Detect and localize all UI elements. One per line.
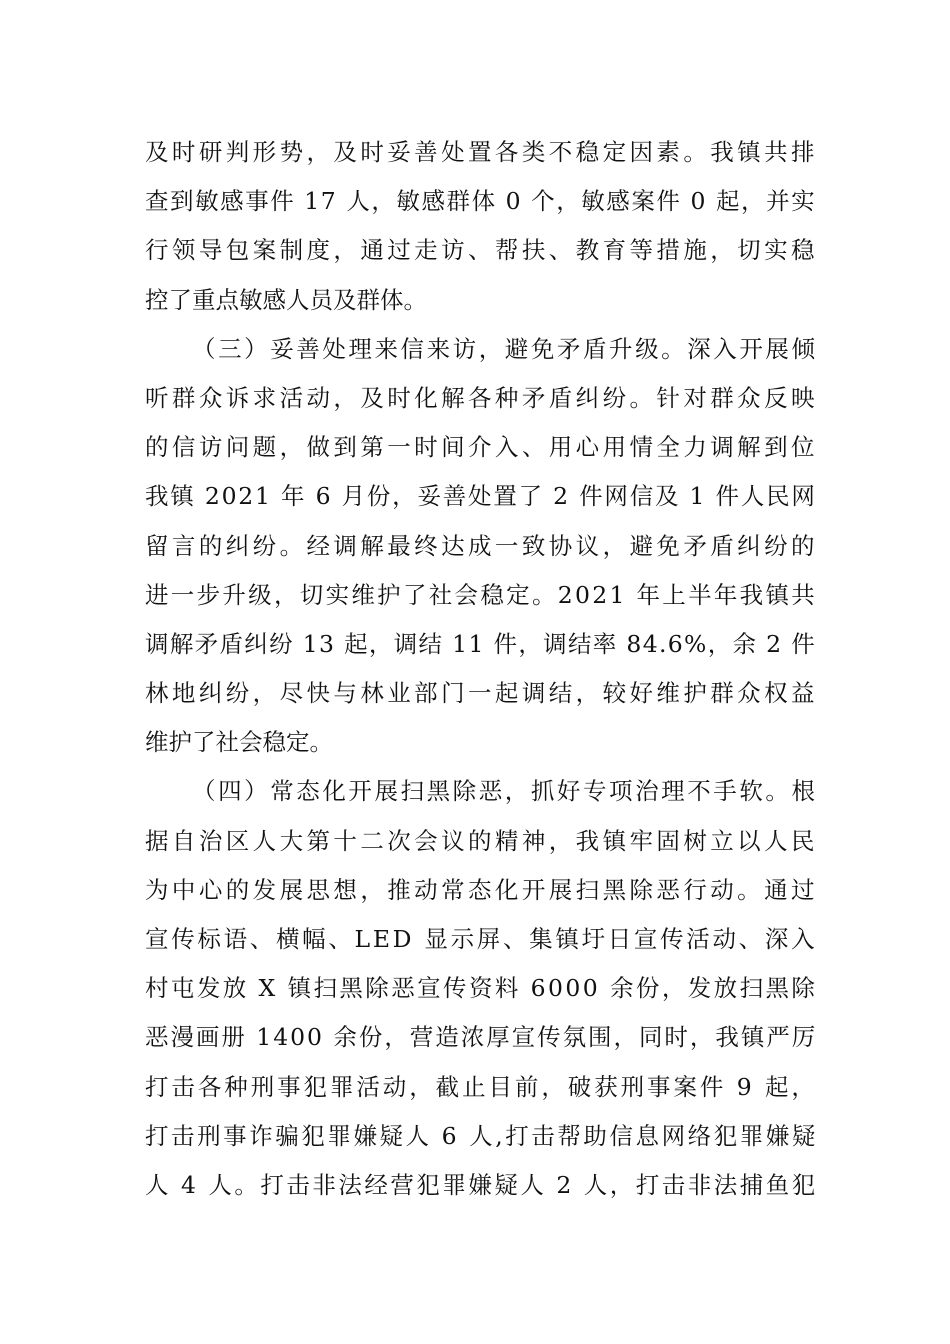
text-line	[145, 325, 818, 374]
text-line-content: 打击各种刑事犯罪活动，截止目前，破获刑事案件 9 起，	[145, 1072, 818, 1101]
text-line-content: 人 4 人。打击非法经营犯罪嫌疑人 2 人，打击非法捕鱼犯	[145, 1170, 818, 1199]
text-line	[145, 767, 818, 816]
text-line	[145, 571, 818, 620]
text-line-content: （三）妥善处理来信来访，避免矛盾升级。深入开展倾	[192, 334, 818, 363]
text-line-content: 林地纠纷，尽快与林业部门一起调结，较好维护群众权益	[145, 679, 818, 708]
text-line-content: 村屯发放 X 镇扫黑除恶宣传资料 6000 余份，发放扫黑除	[145, 974, 818, 1003]
text-line	[145, 964, 818, 1013]
text-line	[145, 522, 818, 571]
text-line	[145, 1161, 818, 1210]
text-line	[145, 1112, 818, 1161]
text-line	[145, 669, 818, 718]
text-line-content: 的信访问题，做到第一时间介入、用心用情全力调解到位	[145, 433, 818, 462]
text-line-content: 查到敏感事件 17 人，敏感群体 0 个，敏感案件 0 起，并实	[145, 187, 817, 216]
text-line-content: 打击刑事诈骗犯罪嫌疑人 6 人,打击帮助信息网络犯罪嫌疑	[145, 1121, 818, 1150]
text-line	[145, 718, 815, 767]
text-line	[145, 817, 818, 866]
text-line	[145, 620, 815, 669]
text-line	[145, 423, 818, 472]
text-line	[145, 472, 815, 521]
text-line	[145, 226, 818, 275]
text-line	[145, 177, 815, 226]
text-line-content: 听群众诉求活动，及时化解各种矛盾纠纷。针对群众反映	[145, 383, 818, 412]
text-line	[145, 866, 818, 915]
text-line	[145, 128, 818, 177]
text-line	[145, 1063, 818, 1112]
text-line-content: 控了重点敏感人员及群体。	[145, 285, 427, 314]
text-line-content: 维护了社会稳定。	[145, 728, 333, 757]
document-body	[145, 128, 818, 1210]
text-line-content: 留言的纠纷。经调解最终达成一致协议，避免矛盾纠纷的	[145, 531, 818, 560]
text-line	[145, 374, 818, 423]
text-line	[145, 276, 815, 325]
text-line	[145, 915, 818, 964]
text-line-content: 我镇 2021 年 6 月份，妥善处置了 2 件网信及 1 件人民网	[145, 482, 817, 511]
text-line-content: 及时研判形势，及时妥善处置各类不稳定因素。我镇共排	[145, 138, 818, 166]
text-line-content: 恶漫画册 1400 余份，营造浓厚宣传氛围，同时，我镇严厉	[145, 1023, 818, 1052]
text-line-content: 进一步升级，切实维护了社会稳定。2021 年上半年我镇共	[145, 580, 818, 609]
text-line-content: 行领导包案制度，通过走访、帮扶、教育等措施，切实稳	[145, 236, 818, 265]
text-line-content: 宣传标语、横幅、LED 显示屏、集镇圩日宣传活动、深入	[145, 925, 818, 953]
text-line	[145, 1013, 818, 1062]
text-line-content: 调解矛盾纠纷 13 起，调结 11 件，调结率 84.6%，余 2 件	[145, 629, 817, 658]
text-line-content: 据自治区人大第十二次会议的精神，我镇牢固树立以人民	[145, 826, 818, 855]
text-line-content: 为中心的发展思想，推动常态化开展扫黑除恶行动。通过	[145, 875, 818, 904]
text-line-content: （四）常态化开展扫黑除恶，抓好专项治理不手软。根	[192, 777, 818, 806]
